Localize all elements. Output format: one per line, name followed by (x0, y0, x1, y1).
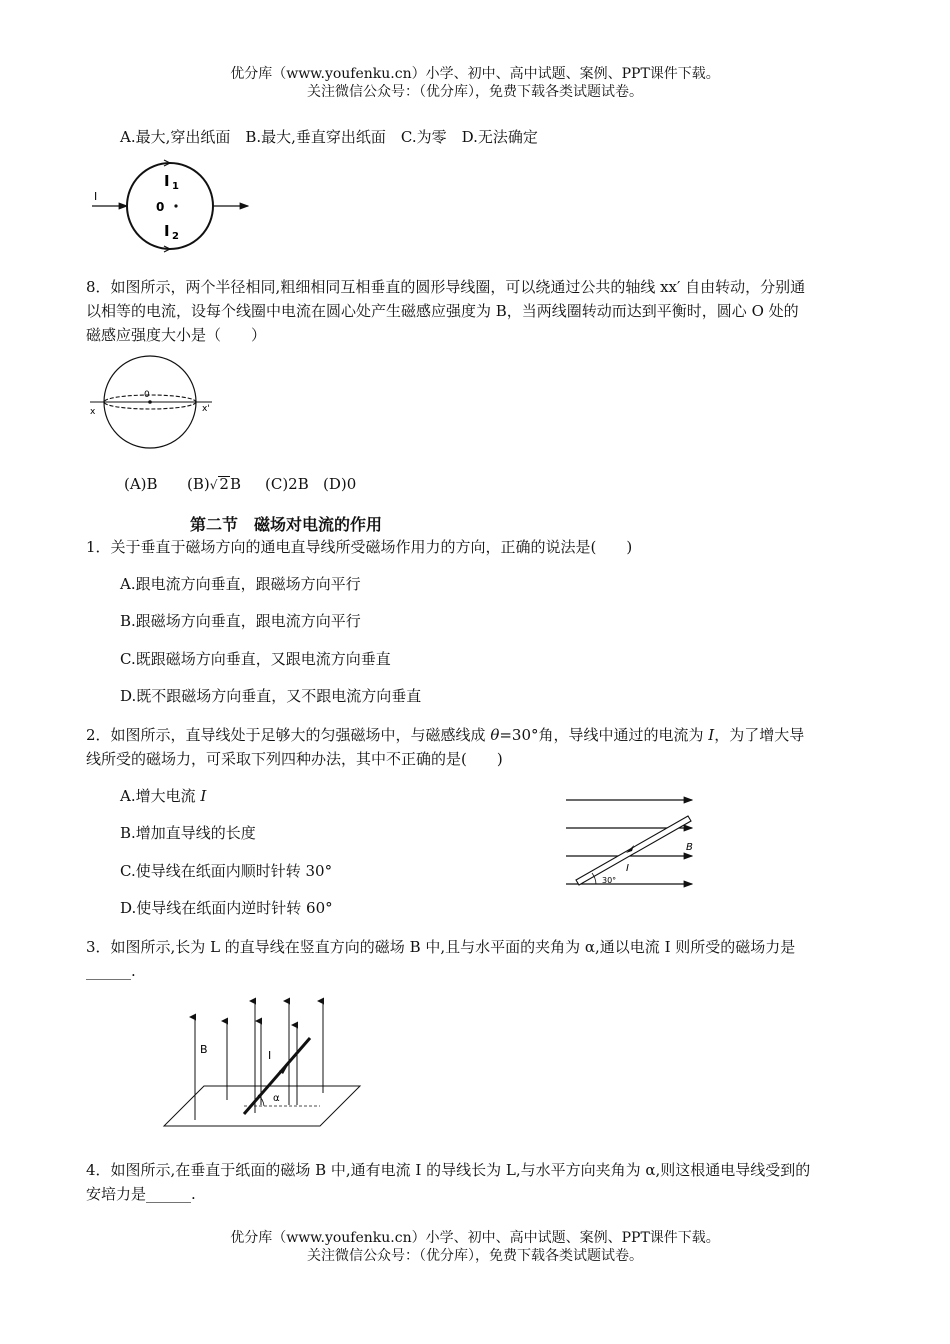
s1-option-b: B.跟磁场方向垂直，跟电流方向平行 (120, 612, 361, 630)
s2-option-a (120, 786, 206, 806)
s3-label-angle: α (273, 1093, 280, 1104)
q8-option-d: (D)0 (323, 475, 357, 493)
q7-label-center: 0 (156, 200, 165, 214)
s1-option-d: D.既不跟磁场方向垂直，又不跟电流方向垂直 (120, 687, 422, 705)
q7-options: A.最大,穿出纸面 B.最大,垂直穿出纸面 C.为零 D.无法确定 (120, 128, 538, 146)
s2-option-d: D.使导线在纸面内逆时针转 60° (120, 899, 333, 917)
s4-question: 4．如图所示,在垂直于纸面的磁场 B 中,通有电流 I 的导线长为 L,与水平方向夹角为 α,则这根通电导线受到的安培力是______. (86, 1161, 811, 1203)
q7-circle-figure (88, 160, 258, 260)
s2-text-part1: 2．如图所示，直导线处于足够大的匀强磁场中，与磁感线成 (86, 726, 491, 744)
s1-option-c: C.既跟磁场方向垂直，又跟电流方向垂直 (120, 650, 391, 668)
s2-question (86, 723, 811, 771)
q8-option-c: (C)2B (265, 475, 309, 493)
q8-question: 8．如图所示，两个半径相同,粗细相同互相垂直的圆形导线圈，可以绕通过公共的轴线 xx′ 自由转动，分别通以相等的电流，设每个线圈中电流在圆心处产生磁感应强度为 B，当两线圈转动而达到平衡时，圆心 O 处的磁感应强度大小是（ ） (86, 278, 806, 344)
s2-text-part2: =30°角，导线中通过的电流为 (499, 726, 709, 744)
s3-field-figure (160, 995, 365, 1130)
q7-label-i2: I (164, 222, 170, 240)
s2-text-part3: ，为了增大导线所受的磁场力，可采取下列四种办法，其中不正确的是( ) (86, 726, 805, 768)
header-line-2: 关注微信公众号：（优分库），免费下载各类试题试卷。 (307, 84, 643, 100)
q7-label-i1: I (164, 172, 170, 190)
s2-label-field: B (686, 842, 693, 853)
s2-option-a-var: I (200, 787, 207, 805)
s1-option-a: A.跟电流方向垂直，跟磁场方向平行 (120, 575, 361, 593)
s2-option-c: C.使导线在纸面内顺时针转 30° (120, 862, 333, 880)
s3-label-current: I (268, 1049, 272, 1062)
s2-option-a-prefix: A.增大电流 (120, 787, 201, 805)
q7-label-current: I (94, 190, 98, 203)
q7-coil (127, 163, 213, 249)
s3-label-field: B (200, 1043, 208, 1056)
s2-theta: θ (490, 726, 500, 744)
q8-option-b: (B)√ 2B (187, 475, 241, 493)
q7-label-i2-sub: 2 (172, 231, 179, 242)
q8-label-x: x (90, 407, 96, 417)
q8-center-dot (148, 400, 152, 404)
s2-field-figure (562, 790, 702, 895)
q8-coils-figure (88, 355, 218, 455)
s2-label-current: I (626, 863, 629, 874)
q7-label-i1-sub: 1 (172, 181, 179, 192)
s2-label-angle: 30° (602, 876, 617, 885)
q8-option-b-radicand: 2 (219, 475, 229, 493)
q7-center-dot (174, 204, 177, 207)
q8-option-a: (A)B (124, 475, 158, 493)
footer-line-1: 优分库（www.youfenku.cn）小学、初中、高中试题、案例、PPT课件下载。 (230, 1230, 720, 1246)
section-title: 第二节 磁场对电流的作用 (190, 515, 383, 534)
s3-question: 3．如图所示,长为 L 的直导线在竖直方向的磁场 B 中,且与水平面的夹角为 α,通以电流 I 则所受的磁场力是______. (86, 938, 796, 980)
q8-option-b-prefix: (B) (187, 475, 210, 493)
q8-label-x-prime: x' (202, 404, 210, 414)
footer-line-2: 关注微信公众号：（优分库），免费下载各类试题试卷。 (307, 1248, 643, 1264)
s2-option-b: B.增加直导线的长度 (120, 824, 256, 842)
q8-option-b-suffix: B (229, 475, 241, 493)
s2-current: I (708, 726, 715, 744)
q8-label-center: 0 (144, 390, 150, 400)
s1-question: 1．关于垂直于磁场方向的通电直导线所受磁场作用力的方向，正确的说法是( ) (86, 538, 633, 556)
header-line-1: 优分库（www.youfenku.cn）小学、初中、高中试题、案例、PPT课件下载。 (230, 66, 720, 82)
